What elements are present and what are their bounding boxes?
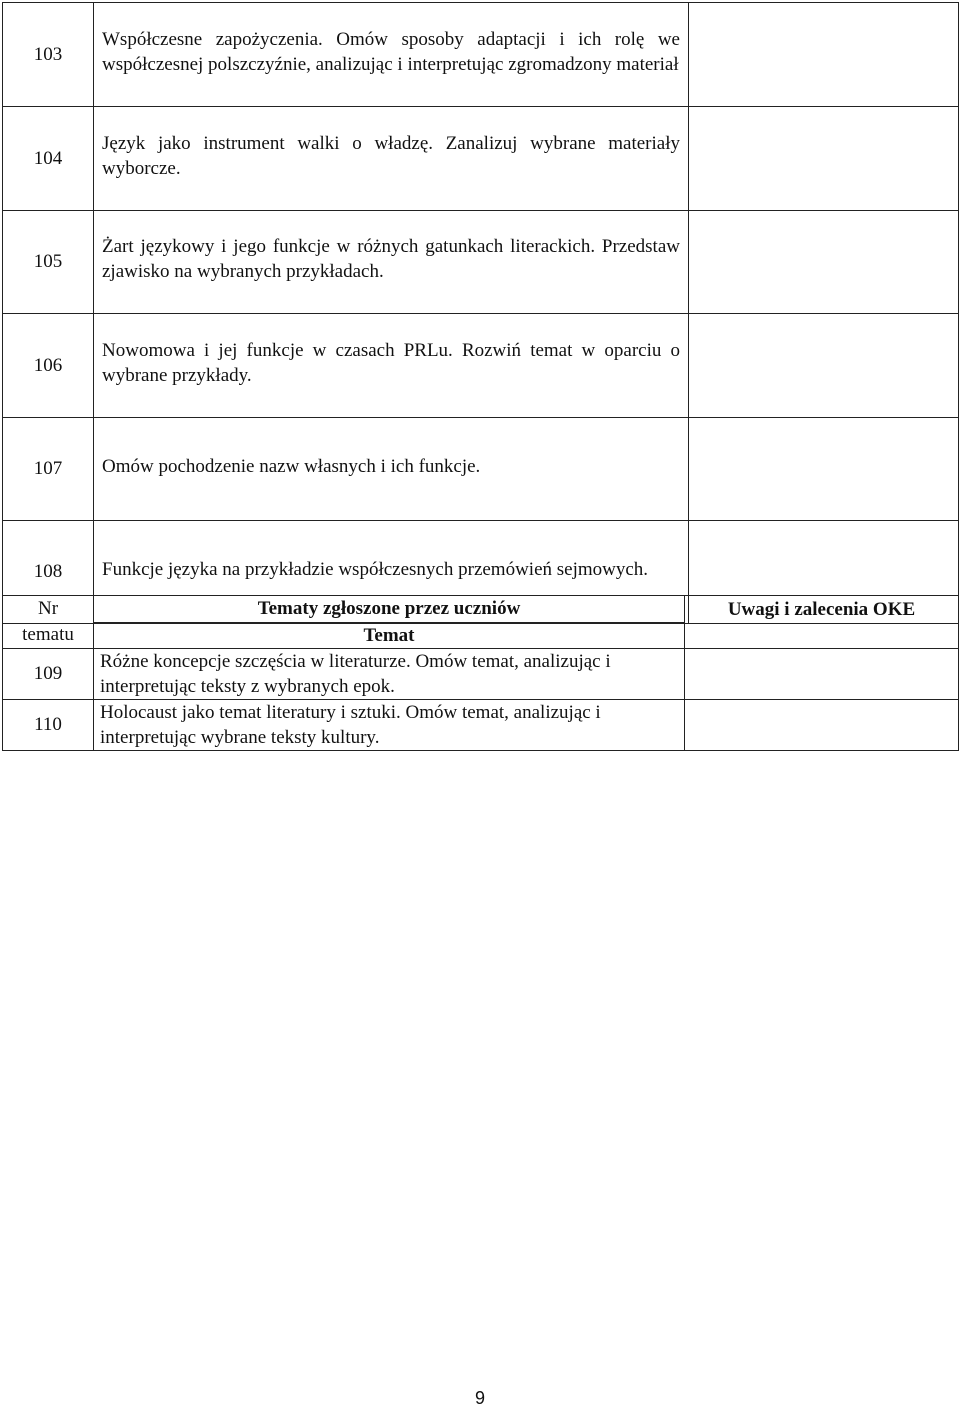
topic-number: 109	[3, 649, 94, 700]
topics-table-continued	[2, 2, 959, 624]
topic-number: 105	[3, 211, 94, 314]
topic-text: Współczesne zapożyczenia. Omów sposoby adaptacji i ich rolę we współczesnej polszczyźnie, analizując i interpretując zgromadzony materiał	[94, 3, 689, 107]
topic-number: 110	[3, 700, 94, 751]
topic-text: Funkcje języka na przykładzie współczesnych przemówień sejmowych.	[94, 521, 689, 624]
table-row	[3, 3, 959, 107]
page-number: 9	[474, 1388, 485, 1408]
topic-text: Nowomowa i jej funkcje w czasach PRLu. Rozwiń temat w oparciu o wybrane przykłady.	[94, 314, 689, 418]
nr-header-line1: Nr	[37, 598, 59, 619]
topic-col-header: Temat	[94, 622, 685, 649]
topic-text: Omów pochodzenie nazw własnych i ich funkcje.	[94, 418, 689, 521]
topic-number: 106	[3, 314, 94, 418]
table-row	[3, 107, 959, 211]
topic-text: Żart językowy i jego funkcje w różnych gatunkach literackich. Przedstaw zjawisko na wybranych przykładach.	[94, 211, 689, 314]
topic-number: 103	[3, 3, 94, 107]
student-topics-table	[2, 595, 959, 751]
notes-header: Uwagi i zalecenia OKE	[685, 596, 959, 649]
topics-title-header: Tematy zgłoszone przez uczniów	[94, 596, 685, 623]
notes-cell	[689, 314, 959, 418]
notes-cell	[689, 418, 959, 521]
topic-text: Język jako instrument walki o władzę. Zanalizuj wybrane materiały wyborcze.	[94, 107, 689, 211]
table-row	[3, 211, 959, 314]
table-row	[3, 314, 959, 418]
table-row	[3, 649, 959, 700]
table-row	[3, 418, 959, 521]
topic-text: Różne koncepcje szczęścia w literaturze. Omów temat, analizując i interpretując teksty z wybranych epok.	[94, 649, 685, 700]
topic-number: 108	[3, 521, 94, 624]
notes-cell	[685, 700, 959, 751]
notes-cell	[689, 211, 959, 314]
nr-header	[3, 596, 94, 649]
notes-cell	[685, 649, 959, 700]
notes-cell	[689, 3, 959, 107]
topic-number: 104	[3, 107, 94, 211]
table-row	[3, 700, 959, 751]
nr-header-line2: tematu	[22, 624, 74, 645]
notes-cell	[689, 107, 959, 211]
topic-text: Holocaust jako temat literatury i sztuki. Omów temat, analizując i interpretując wybrane teksty kultury.	[94, 700, 685, 751]
header-row	[3, 596, 959, 623]
topic-number: 107	[3, 418, 94, 521]
